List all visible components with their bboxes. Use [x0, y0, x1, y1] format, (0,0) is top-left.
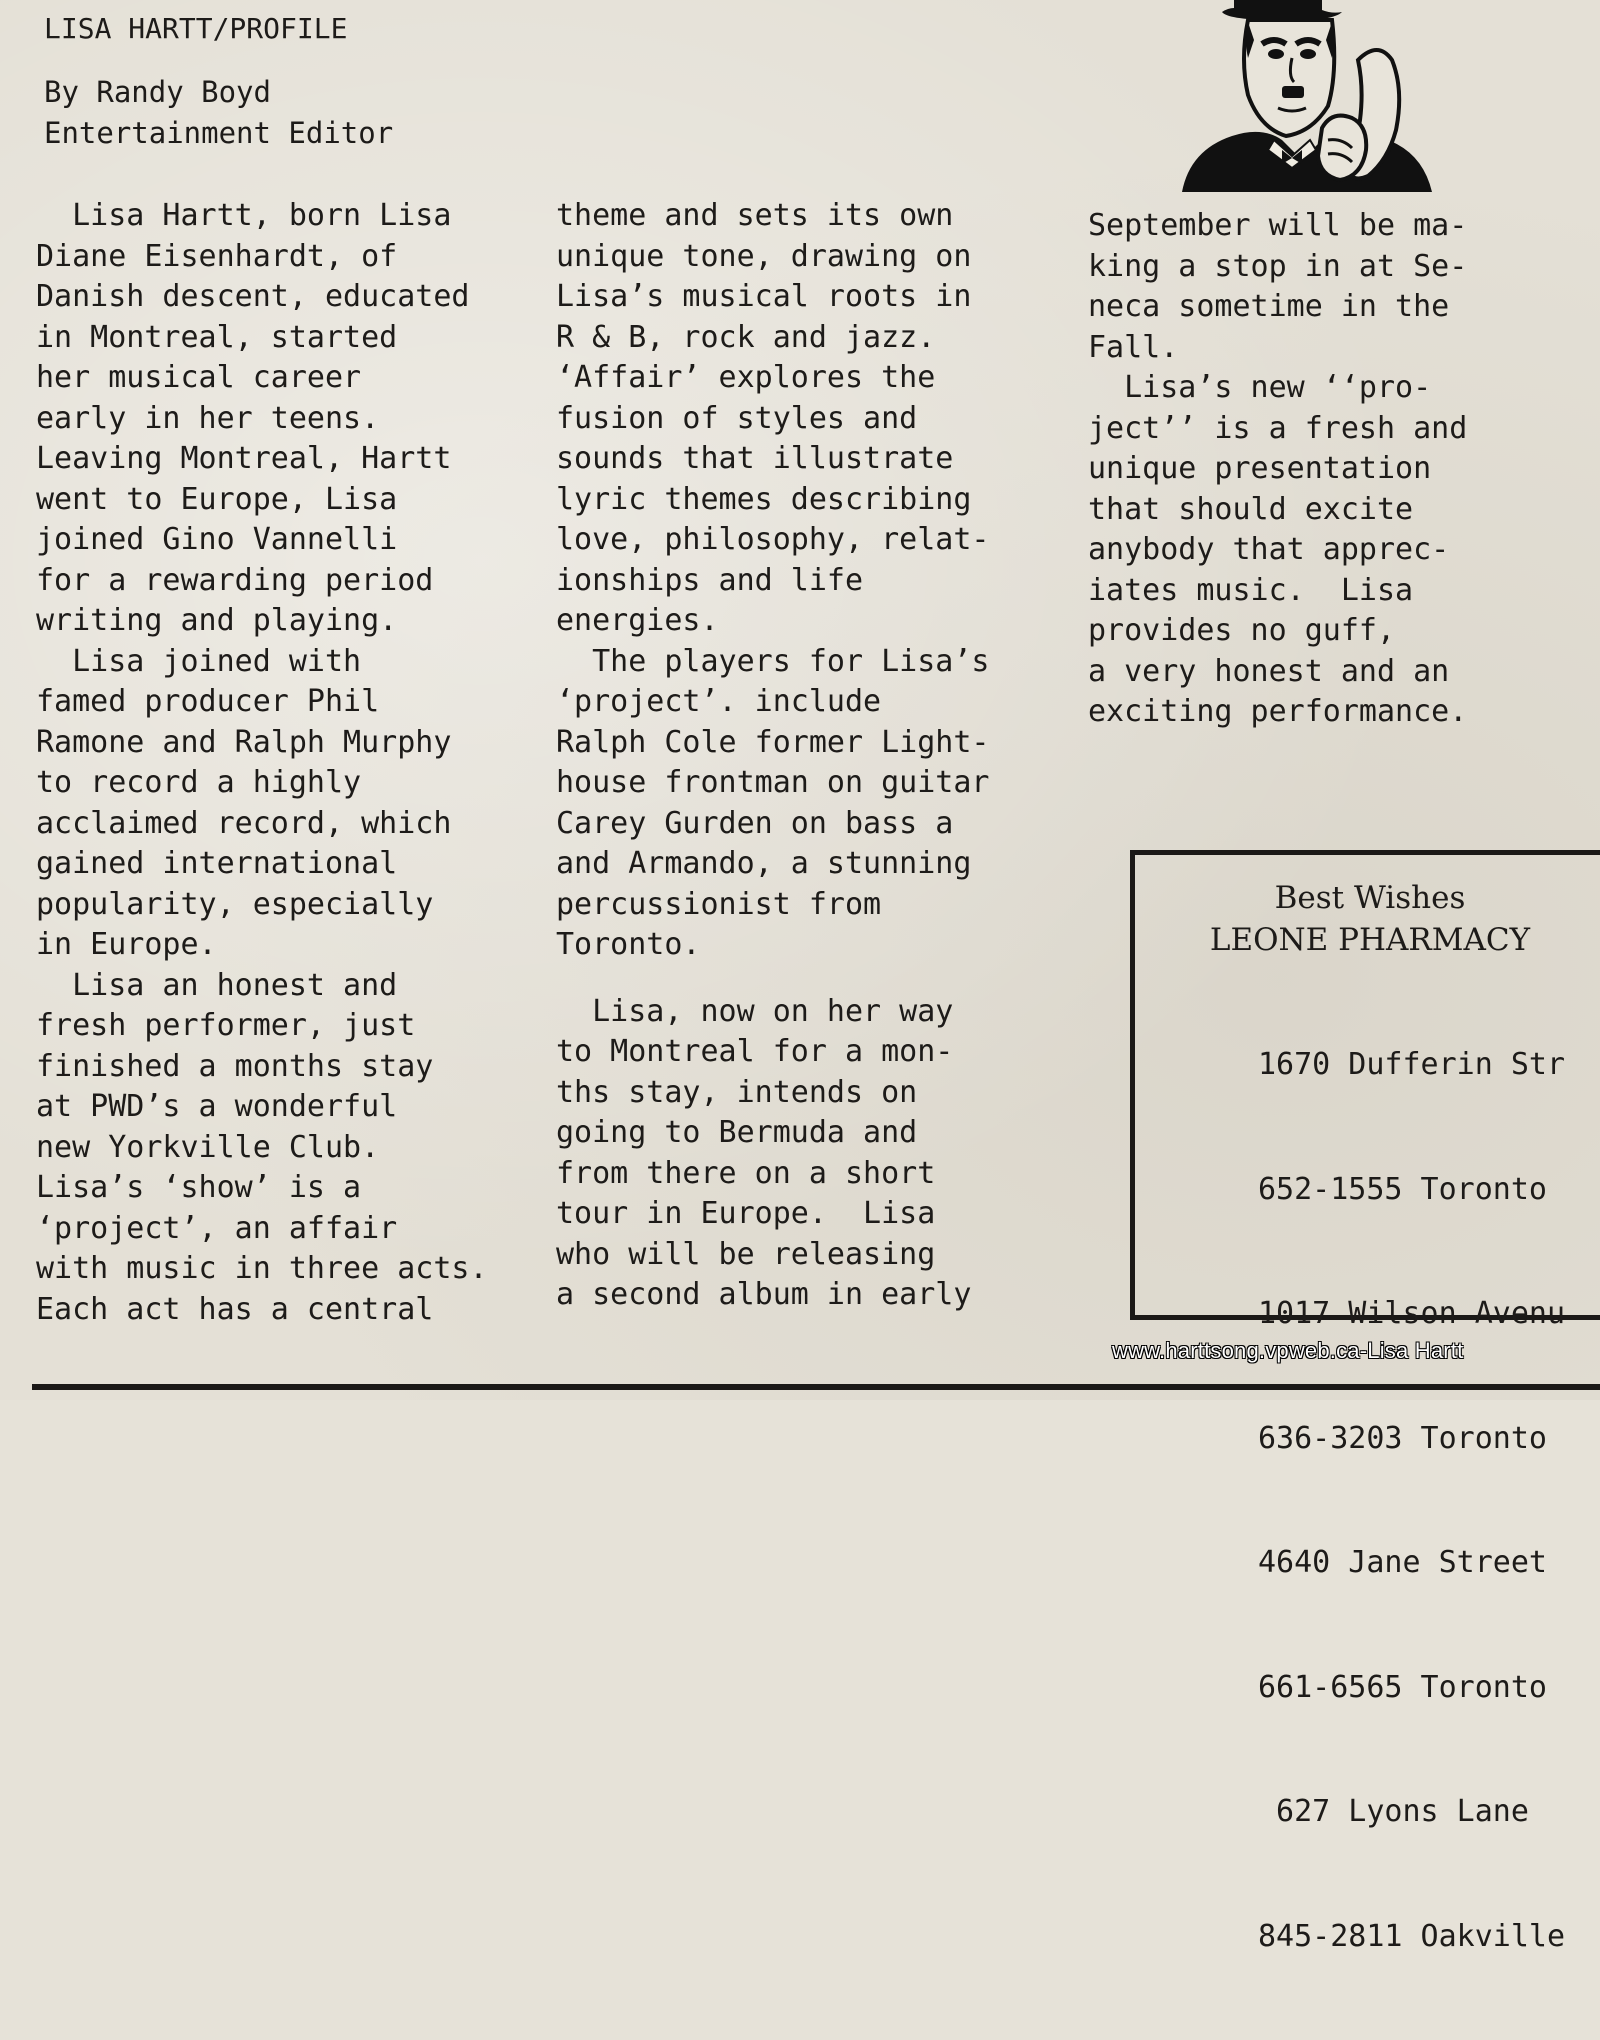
- text-line: Lisa, now on her way: [556, 993, 954, 1029]
- text-line: and Armando, a stunning: [556, 846, 972, 881]
- text-line: fresh performer, just: [36, 1008, 416, 1043]
- text-line: ‘project’. include: [556, 684, 882, 719]
- text-line: sounds that illustrate: [556, 441, 954, 476]
- text-line: fusion of styles and: [556, 400, 918, 436]
- text-line: tour in Europe. Lisa: [556, 1196, 936, 1231]
- text-line: in Europe.: [36, 927, 217, 962]
- text-line: gained international: [36, 846, 398, 881]
- ad-address-list: [1258, 961, 1565, 2040]
- text-line: new Yorkville Club.: [36, 1129, 380, 1165]
- ad-line: 4640 Jane Street: [1258, 1545, 1547, 1580]
- text-line: exciting performance.: [1088, 694, 1468, 729]
- man-on-phone-illustration: [1182, 0, 1462, 192]
- text-line: Lisa’s ‘show’ is a: [36, 1170, 362, 1205]
- byline: [44, 72, 393, 154]
- text-line: joined Gino Vannelli: [36, 522, 398, 557]
- text-line: ‘Affair’ explores the: [556, 360, 936, 395]
- text-line: who will be releasing: [556, 1236, 936, 1272]
- text-line: a very honest and an: [1088, 653, 1450, 689]
- text-line: theme and sets its own: [556, 198, 954, 233]
- article-column-3: [1088, 206, 1568, 733]
- text-line: percussionist from: [556, 886, 882, 922]
- ad-heading: [1135, 877, 1600, 961]
- text-line: Fall.: [1088, 329, 1179, 365]
- text-line: love, philosophy, relat-: [556, 522, 990, 557]
- ad-line: 652-1555 Toronto: [1258, 1171, 1547, 1207]
- text-line: energies.: [556, 603, 719, 638]
- ad-line: 627 Lyons Lane: [1258, 1794, 1529, 1829]
- text-line: finished a months stay: [36, 1048, 434, 1084]
- text-line: Danish descent, educated: [36, 279, 470, 314]
- text-line: king a stop in at Se-: [1088, 248, 1468, 284]
- text-line: went to Europe, Lisa: [36, 481, 398, 517]
- byline-role: Entertainment Editor: [44, 116, 394, 150]
- text-line: unique tone, drawing on: [556, 238, 972, 274]
- text-line: Lisa’s musical roots in: [556, 279, 972, 314]
- text-line: iates music. Lisa: [1088, 572, 1414, 608]
- byline-author: By Randy Boyd: [44, 75, 271, 109]
- text-line: ‘project’, an affair: [36, 1210, 398, 1246]
- paragraph-gap: [556, 966, 1076, 992]
- text-line: unique presentation: [1088, 451, 1432, 486]
- text-line: R & B, rock and jazz.: [556, 319, 936, 355]
- article-column-1: [36, 196, 546, 1330]
- text-line: anybody that apprec-: [1088, 532, 1450, 567]
- text-line: to Montreal for a mon-: [556, 1034, 954, 1069]
- text-line: neca sometime in the: [1088, 289, 1450, 324]
- text-line: The players for Lisa’s: [556, 643, 990, 679]
- text-line: Ralph Cole former Light-: [556, 724, 990, 760]
- text-line: writing and playing.: [36, 603, 398, 638]
- text-line: Carey Gurden on bass a: [556, 805, 954, 841]
- text-line: from there on a short: [556, 1155, 936, 1191]
- article-title: LISA HARTT/PROFILE: [44, 12, 348, 45]
- text-line: September will be ma-: [1088, 208, 1468, 243]
- text-line: provides no guff,: [1088, 613, 1396, 648]
- ad-line: 636-3203 Toronto: [1258, 1420, 1547, 1456]
- text-line: acclaimed record, which: [36, 805, 452, 841]
- text-line: Leaving Montreal, Hartt: [36, 441, 452, 476]
- text-line: Lisa Hartt, born Lisa: [36, 198, 452, 233]
- text-line: early in her teens.: [36, 400, 380, 436]
- text-line: Lisa’s new ‘‘pro-: [1088, 370, 1432, 405]
- text-line: to record a highly: [36, 765, 362, 800]
- text-line: Each act has a central: [36, 1291, 434, 1327]
- ad-line: 845-2811 Oakville: [1258, 1918, 1566, 1954]
- bottom-rule: [32, 1384, 1600, 1390]
- text-line: house frontman on guitar: [556, 765, 990, 800]
- text-line: Toronto.: [556, 927, 701, 962]
- text-line: famed producer Phil: [36, 684, 380, 719]
- text-line: going to Bermuda and: [556, 1115, 918, 1150]
- text-line: Lisa an honest and: [36, 967, 398, 1003]
- text-line: her musical career: [36, 360, 362, 395]
- ad-line: 1670 Dufferin Str: [1258, 1047, 1566, 1082]
- watermark: www.harttsong.vpweb.ca-Lisa Hartt: [1112, 1338, 1464, 1363]
- text-line: ths stay, intends on: [556, 1074, 918, 1110]
- article-column-2: [556, 196, 1076, 1316]
- ad-line: 661-6565 Toronto: [1258, 1669, 1547, 1705]
- text-line: Ramone and Ralph Murphy: [36, 724, 452, 760]
- ad-line: 1017 Wilson Avenu: [1258, 1296, 1566, 1331]
- text-line: that should excite: [1088, 491, 1414, 527]
- text-line: popularity, especially: [36, 886, 434, 922]
- text-line: Diane Eisenhardt, of: [36, 238, 398, 274]
- text-line: lyric themes describing: [556, 481, 972, 517]
- ad-business-name: LEONE PHARMACY: [1209, 922, 1531, 958]
- ad-greeting: Best Wishes: [1274, 880, 1466, 916]
- text-line: at PWD’s a wonderful: [36, 1089, 398, 1124]
- text-line: for a rewarding period: [36, 562, 434, 598]
- text-line: a second album in early: [556, 1277, 972, 1312]
- text-line: in Montreal, started: [36, 319, 398, 355]
- text-line: ject’’ is a fresh and: [1088, 410, 1468, 446]
- text-line: ionships and life: [556, 562, 864, 598]
- text-line: with music in three acts.: [36, 1251, 488, 1286]
- text-line: Lisa joined with: [36, 643, 362, 679]
